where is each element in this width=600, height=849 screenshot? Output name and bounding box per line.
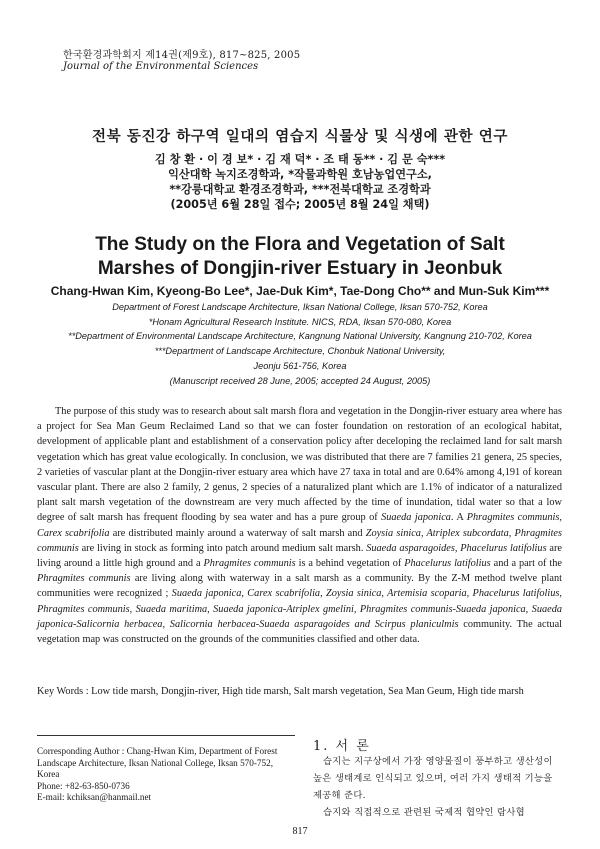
journal-citation: 한국환경과학회지 제14권(제9호), 817~825, 2005 <box>63 50 301 61</box>
korean-affiliation-1: 익산대학 녹지조경학과, *작물과학원 호남농업연구소, <box>168 168 432 181</box>
author-phone: Phone: +82-63-850-0736 <box>37 780 130 791</box>
footnote-divider <box>37 735 295 736</box>
abstract-text: . A <box>450 512 467 524</box>
page-number: 817 <box>292 826 308 837</box>
affiliation-line: **Department of Environmental Landscape Architecture, Kangnung National University, Kangnung 210-702, Korea <box>68 331 532 342</box>
species-name: Suaeda japonica, Carex scabrifolia, Zoysia sinica, Artemisia scoparia, Phacelurus latifolius, Phragmites communis, Suaeda maritima, Suaeda japonica-Atriplex gmelini, Phragmites communis-Suaeda japonica, Suaeda japonica-Salicornia herbacea, Salicornia herbacea-Suaeda asparagoides and Scirpus planiculmis <box>37 588 562 630</box>
affiliations <box>0 300 600 388</box>
species-name: Zoysia sinica, Atriplex subcordata, Phragmites communis <box>37 527 563 554</box>
corresponding-author-footnote <box>37 746 293 804</box>
english-title-line-2: Marshes of Dongjin-river Estuary in Jeonbuk <box>97 258 503 279</box>
abstract-text: is a behind vegetation of <box>295 558 405 570</box>
abstract-text: are living in stock as forming into patch around medium salt marsh. <box>78 542 367 554</box>
intro-paragraph-2: 습지와 직접적으로 관련된 국제적 협약인 람사협 <box>323 807 525 818</box>
abstract-text: are living around a little high ground and a <box>37 542 562 570</box>
intro-paragraph-1: 습지는 지구상에서 가장 영양물질이 풍부하고 생산성이 높은 생태계로 인식되고 있으며, 여러 가지 생태적 기능을 제공해 준다. <box>313 756 553 801</box>
species-name: Suaeda asparagoides, Phacelurus latifolius <box>366 542 547 554</box>
species-name: Phragmites communis, Carex scabrifolia <box>37 512 562 539</box>
journal-name: Journal of the Environmental Sciences <box>63 61 259 72</box>
affiliation-line: *Honam Agricultural Research Institute. NICS, RDA, Iksan 570-080, Korea <box>148 316 452 327</box>
affiliation-line: Jeonju 561-756, Korea <box>253 360 347 371</box>
manuscript-dates: (Manuscript received 28 June, 2005; accepted 24 August, 2005) <box>169 375 431 386</box>
korean-title: 전북 동진강 하구역 일대의 염습지 식물상 및 식생에 관한 연구 <box>91 129 508 145</box>
section-heading: 1. 서 론 <box>313 739 371 754</box>
abstract-text: are living along with waterway in a salt marsh as a community. By the Z-M method twelve plant communities were recognized ; <box>37 573 562 600</box>
affiliation-line: Department of Forest Landscape Architecture, Iksan National College, Iksan 570-752, Korea <box>112 302 488 312</box>
author-email: E-mail: kchiksan@hanmail.net <box>37 792 152 802</box>
affiliation-line: ***Department of Landscape Architecture, Chonbuk National University, <box>154 346 446 357</box>
english-title-line-1: The Study on the Flora and Vegetation of Salt <box>95 234 505 255</box>
english-title <box>0 233 600 281</box>
korean-authors-block <box>0 152 600 212</box>
species-name: Phragmites communis <box>37 573 131 585</box>
species-name: Phacelurus latifolius <box>404 558 491 570</box>
abstract <box>37 404 562 647</box>
keywords: Key Words : Low tide marsh, Dongjin-river, High tide marsh, Salt marsh vegetation, Sea Man Geum, High tide marsh <box>37 686 524 697</box>
abstract-text: are distributed mainly around a waterway of salt marsh and <box>109 527 366 539</box>
korean-author-names: 김 창 환 · 이 경 보* · 김 재 덕* · 조 태 동** · 김 문 숙*** <box>154 153 446 166</box>
species-name: Phragmites communis <box>203 558 296 570</box>
abstract-text: community. The actual vegetation map was constructed on the grounds of the communities classified and other data. <box>37 618 563 646</box>
english-authors: Chang-Hwan Kim, Kyeong-Bo Lee*, Jae-Duk Kim*, Tae-Dong Cho** and Mun-Suk Kim*** <box>50 284 550 298</box>
abstract-text: and a part of the <box>490 558 562 570</box>
korean-affiliation-2: **강릉대학교 환경조경학과, ***전북대학교 조경학과 <box>169 183 431 196</box>
species-name: Suaeda japonica <box>381 512 451 524</box>
corresponding-author: Corresponding Author : Chang-Hwan Kim, Department of Forest Landscape Architecture, Iksan National College, Iksan 570-752, Korea <box>37 746 278 779</box>
korean-received-dates: (2005년 6월 28일 접수; 2005년 8월 24일 채택) <box>170 198 430 211</box>
abstract-text: The purpose of this study was to research about salt marsh flora and vegetation in the Dongjin-river estuary area where has a project for Sea Man Geum Reclaimed Land so that we can foster foundation on restoration of an ecological habitat, development of applicable plant and establishment of a conservation policy after deceloping the reclaimed land for salt marsh vegetation which has great value ecologically. In conclusion, we was distributed that there are 7 families 21 genera, 25 species, 2 varieties of vascular plant at the Dongjin-river estuary area which have 27 taxa in total and are 0.64% among 4,191 of korean vascular plant. There are also 2 family, 2 genus, 2 species of a naturalized plant which are 1.1% of indicator of a naturalized plant salt marsh vegetation of the downstream are very much affected by the time of inundation, tidal water so that a low degree of salt marsh has frequent flooding by sea water and has a pure group of <box>37 406 562 524</box>
